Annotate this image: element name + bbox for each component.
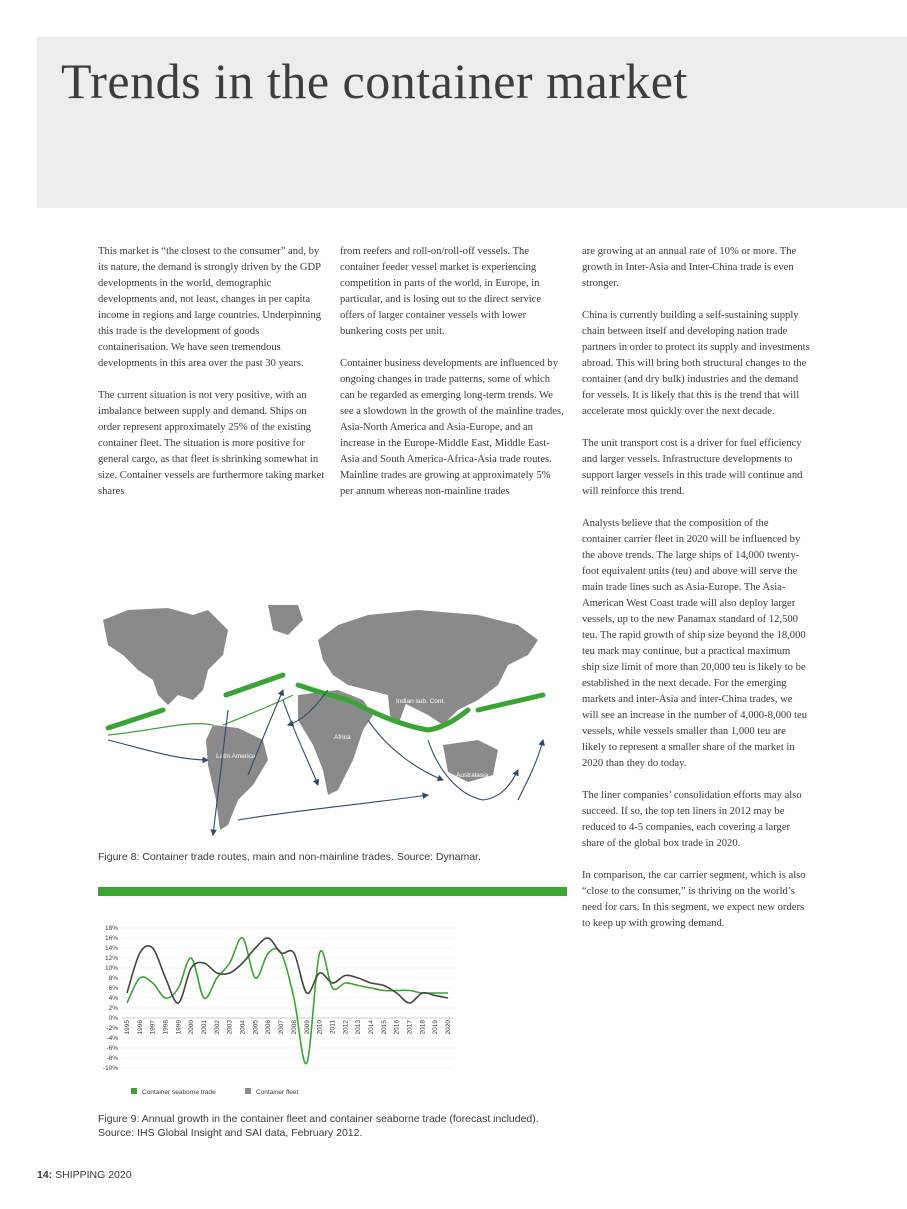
x-tick-label: 1998	[162, 1020, 170, 1035]
legend-swatch-container-seaborne-trade	[131, 1088, 137, 1094]
map-label-india: Indian sub. Cont.	[396, 698, 446, 705]
mainline-route-transatlantic	[226, 675, 283, 695]
paragraph: from reefers and roll-on/roll-off vessels. The container feeder vessel market is experiencing competition in parts of the world, in Europe, in particular, and is losing out to the direct service offers of larger container vessels with lower bunkering costs per unit.	[340, 246, 542, 337]
paragraph: The liner companies’ consolidation efforts may also succeed. If so, the top ten liners in 2012 may be reduced to 4-5 companies, each covering a larger share of the global box trade in 2020.	[582, 790, 802, 849]
page-title: Trends in the container market	[61, 53, 688, 109]
growth-chart	[98, 920, 468, 1105]
nonmainline-route	[238, 795, 428, 820]
x-tick-label: 2014	[367, 1020, 375, 1035]
nonmainline-route	[108, 740, 208, 760]
x-tick-label: 2013	[355, 1020, 363, 1035]
paragraph: Container business developments are influenced by ongoing changes in trade patterns, some of which can be regarded as emerging long-term trends. We see a slowdown in the growth of the mainline trades, Asia-North America and Asia-Europe, and an increase in the Europe-Middle East, Middle East-Asia and South America-Africa-Asia trade routes. Mainline trades are growing at approximately 5% per annum whereas non-mainline trades	[340, 358, 564, 497]
paragraph: China is currently building a self-sustaining supply chain between itself and developing nation trade partners in order to protect its supply and investments abroad. This will bring both structural changes to the container (and dry bulk) industries and the demand for vessels. It is likely that this is the trend that will accelerate most quickly over the next decade.	[582, 310, 810, 417]
x-tick-label: 1996	[136, 1020, 144, 1035]
y-tick-label: 0%	[108, 1015, 118, 1022]
mainline-route-transpacific	[108, 710, 163, 728]
x-tick-label: 2001	[201, 1020, 209, 1035]
x-tick-label: 2004	[239, 1020, 247, 1035]
legend-label-container-fleet: Container fleet	[256, 1089, 299, 1096]
y-tick-label: 10%	[104, 965, 118, 972]
y-tick-label: -4%	[106, 1035, 118, 1042]
figure-9-caption	[98, 1112, 568, 1140]
chart-y-ticks	[103, 925, 118, 1072]
x-tick-label: 2003	[226, 1020, 234, 1035]
x-tick-label: 1997	[149, 1020, 157, 1035]
x-tick-label: 1999	[175, 1020, 183, 1035]
y-tick-label: 4%	[108, 995, 118, 1002]
paragraph: This market is “the closest to the consumer” and, by its nature, the demand is strongly driven by the GDP developments in the world, demographic developments and, not least, changes in per capita income in regions and large countries. Underpinning this trade is the development of goods containerisation. We have seen tremendous developments in this area over the past 30 years.	[98, 246, 322, 369]
figure-9-caption-line-2: Source: IHS Global Insight and SAI data, February 2012.	[98, 1127, 363, 1139]
trade-routes-map	[98, 600, 558, 840]
mainline-route-asia-uswc	[478, 695, 543, 710]
text-column-3	[582, 244, 810, 948]
figure-8-caption: Figure 8: Container trade routes, main and non-mainline trades. Source: Dynamar.	[98, 851, 481, 863]
y-tick-label: 14%	[104, 945, 118, 952]
y-tick-label: -2%	[106, 1025, 118, 1032]
chart-x-ticks	[124, 1020, 452, 1035]
nonmainline-route	[518, 740, 543, 800]
y-tick-label: -10%	[102, 1065, 118, 1072]
x-tick-label: 2005	[252, 1020, 260, 1035]
text-column-1	[98, 244, 326, 516]
x-tick-label: 2018	[419, 1020, 427, 1035]
legend-label-container-seaborne-trade: Container seaborne trade	[142, 1089, 216, 1096]
y-tick-label: -6%	[106, 1045, 118, 1052]
section-name: SHIPPING 2020	[55, 1169, 132, 1181]
y-tick-label: 12%	[104, 955, 118, 962]
paragraph: Analysts believe that the composition of the container carrier fleet in 2020 will be influenced by the above trends. The large ships of 14,000 twenty-foot equivalent units (teu) and above will serve the main trade lines such as Asia-Europe. The Asia-American West Coast trade will also deploy larger vessels, up to the new Panamax standard of 12,500 teu. The rapid growth of ship size beyond the 18,000 teu mark may continue, but a practical maximum ship size limit of more than 20,000 teu is likely to be established in the next decade. For the emerging markets and inter-Asia and inter-China trades, we will see an increase in the number of 4,000-8,000 teu vessels, while vessels smaller than 1,000 teu are likely to represent a smaller share of the market in 2020 than they do today.	[582, 518, 808, 769]
x-tick-label: 1995	[124, 1020, 131, 1035]
x-tick-label: 2008	[290, 1020, 298, 1035]
map-label-africa: Africa	[334, 734, 351, 741]
x-tick-label: 2017	[406, 1020, 414, 1035]
y-tick-label: 2%	[108, 1005, 118, 1012]
x-tick-label: 2007	[278, 1020, 286, 1035]
x-tick-label: 2002	[213, 1020, 221, 1035]
x-tick-label: 2006	[265, 1020, 273, 1035]
legend-swatch-container-fleet	[245, 1088, 251, 1094]
x-tick-label: 2009	[303, 1020, 311, 1035]
x-tick-label: 2020	[445, 1020, 452, 1035]
y-tick-label: 8%	[108, 975, 118, 982]
x-tick-label: 2015	[380, 1020, 388, 1035]
chart-grid	[122, 928, 453, 1068]
page-footer	[37, 1169, 132, 1181]
mainline-thin-routes	[108, 695, 293, 735]
x-tick-label: 2012	[342, 1020, 350, 1035]
x-tick-label: 2019	[432, 1020, 440, 1035]
x-tick-label: 2011	[329, 1020, 337, 1034]
y-tick-label: 6%	[108, 985, 118, 992]
x-tick-label: 2000	[188, 1020, 196, 1035]
chart-legend	[131, 1088, 298, 1096]
mainline-route	[223, 695, 293, 725]
y-tick-label: 16%	[104, 935, 118, 942]
page-number: 14:	[37, 1169, 53, 1181]
paragraph: In comparison, the car carrier segment, which is also “close to the consumer,” is thriving on the world’s need for cars. In this segment, we expect new orders to keep up with growing demand.	[582, 870, 806, 929]
map-label-australasia: Australasia	[456, 772, 489, 779]
paragraph: are growing at an annual rate of 10% or more. The growth in Inter-Asia and Inter-China trade is even stronger.	[582, 246, 797, 289]
paragraph: The unit transport cost is a driver for fuel efficiency and larger vessels. Infrastructure developments to support larger vessels in this trade will continue and will reinforce this trend.	[582, 438, 803, 497]
map-label-latin-america: Latin America	[216, 753, 256, 760]
paragraph: The current situation is not very positive, with an imbalance between supply and demand. Ships on order represent approximately 25% of the existing container fleet. The situation is more positive for general cargo, as that fleet is shrinking somewhat in size. Container vessels are furthermore taking market shares	[98, 390, 325, 497]
x-tick-label: 2010	[316, 1020, 324, 1035]
figure-9-caption-line-1: Figure 9: Annual growth in the container fleet and container seaborne trade (forecast included).	[98, 1113, 539, 1125]
text-column-2	[340, 244, 566, 516]
x-tick-label: 2016	[393, 1020, 401, 1035]
y-tick-label: -8%	[106, 1055, 118, 1062]
y-tick-label: 18%	[104, 925, 118, 932]
section-divider	[98, 887, 567, 896]
